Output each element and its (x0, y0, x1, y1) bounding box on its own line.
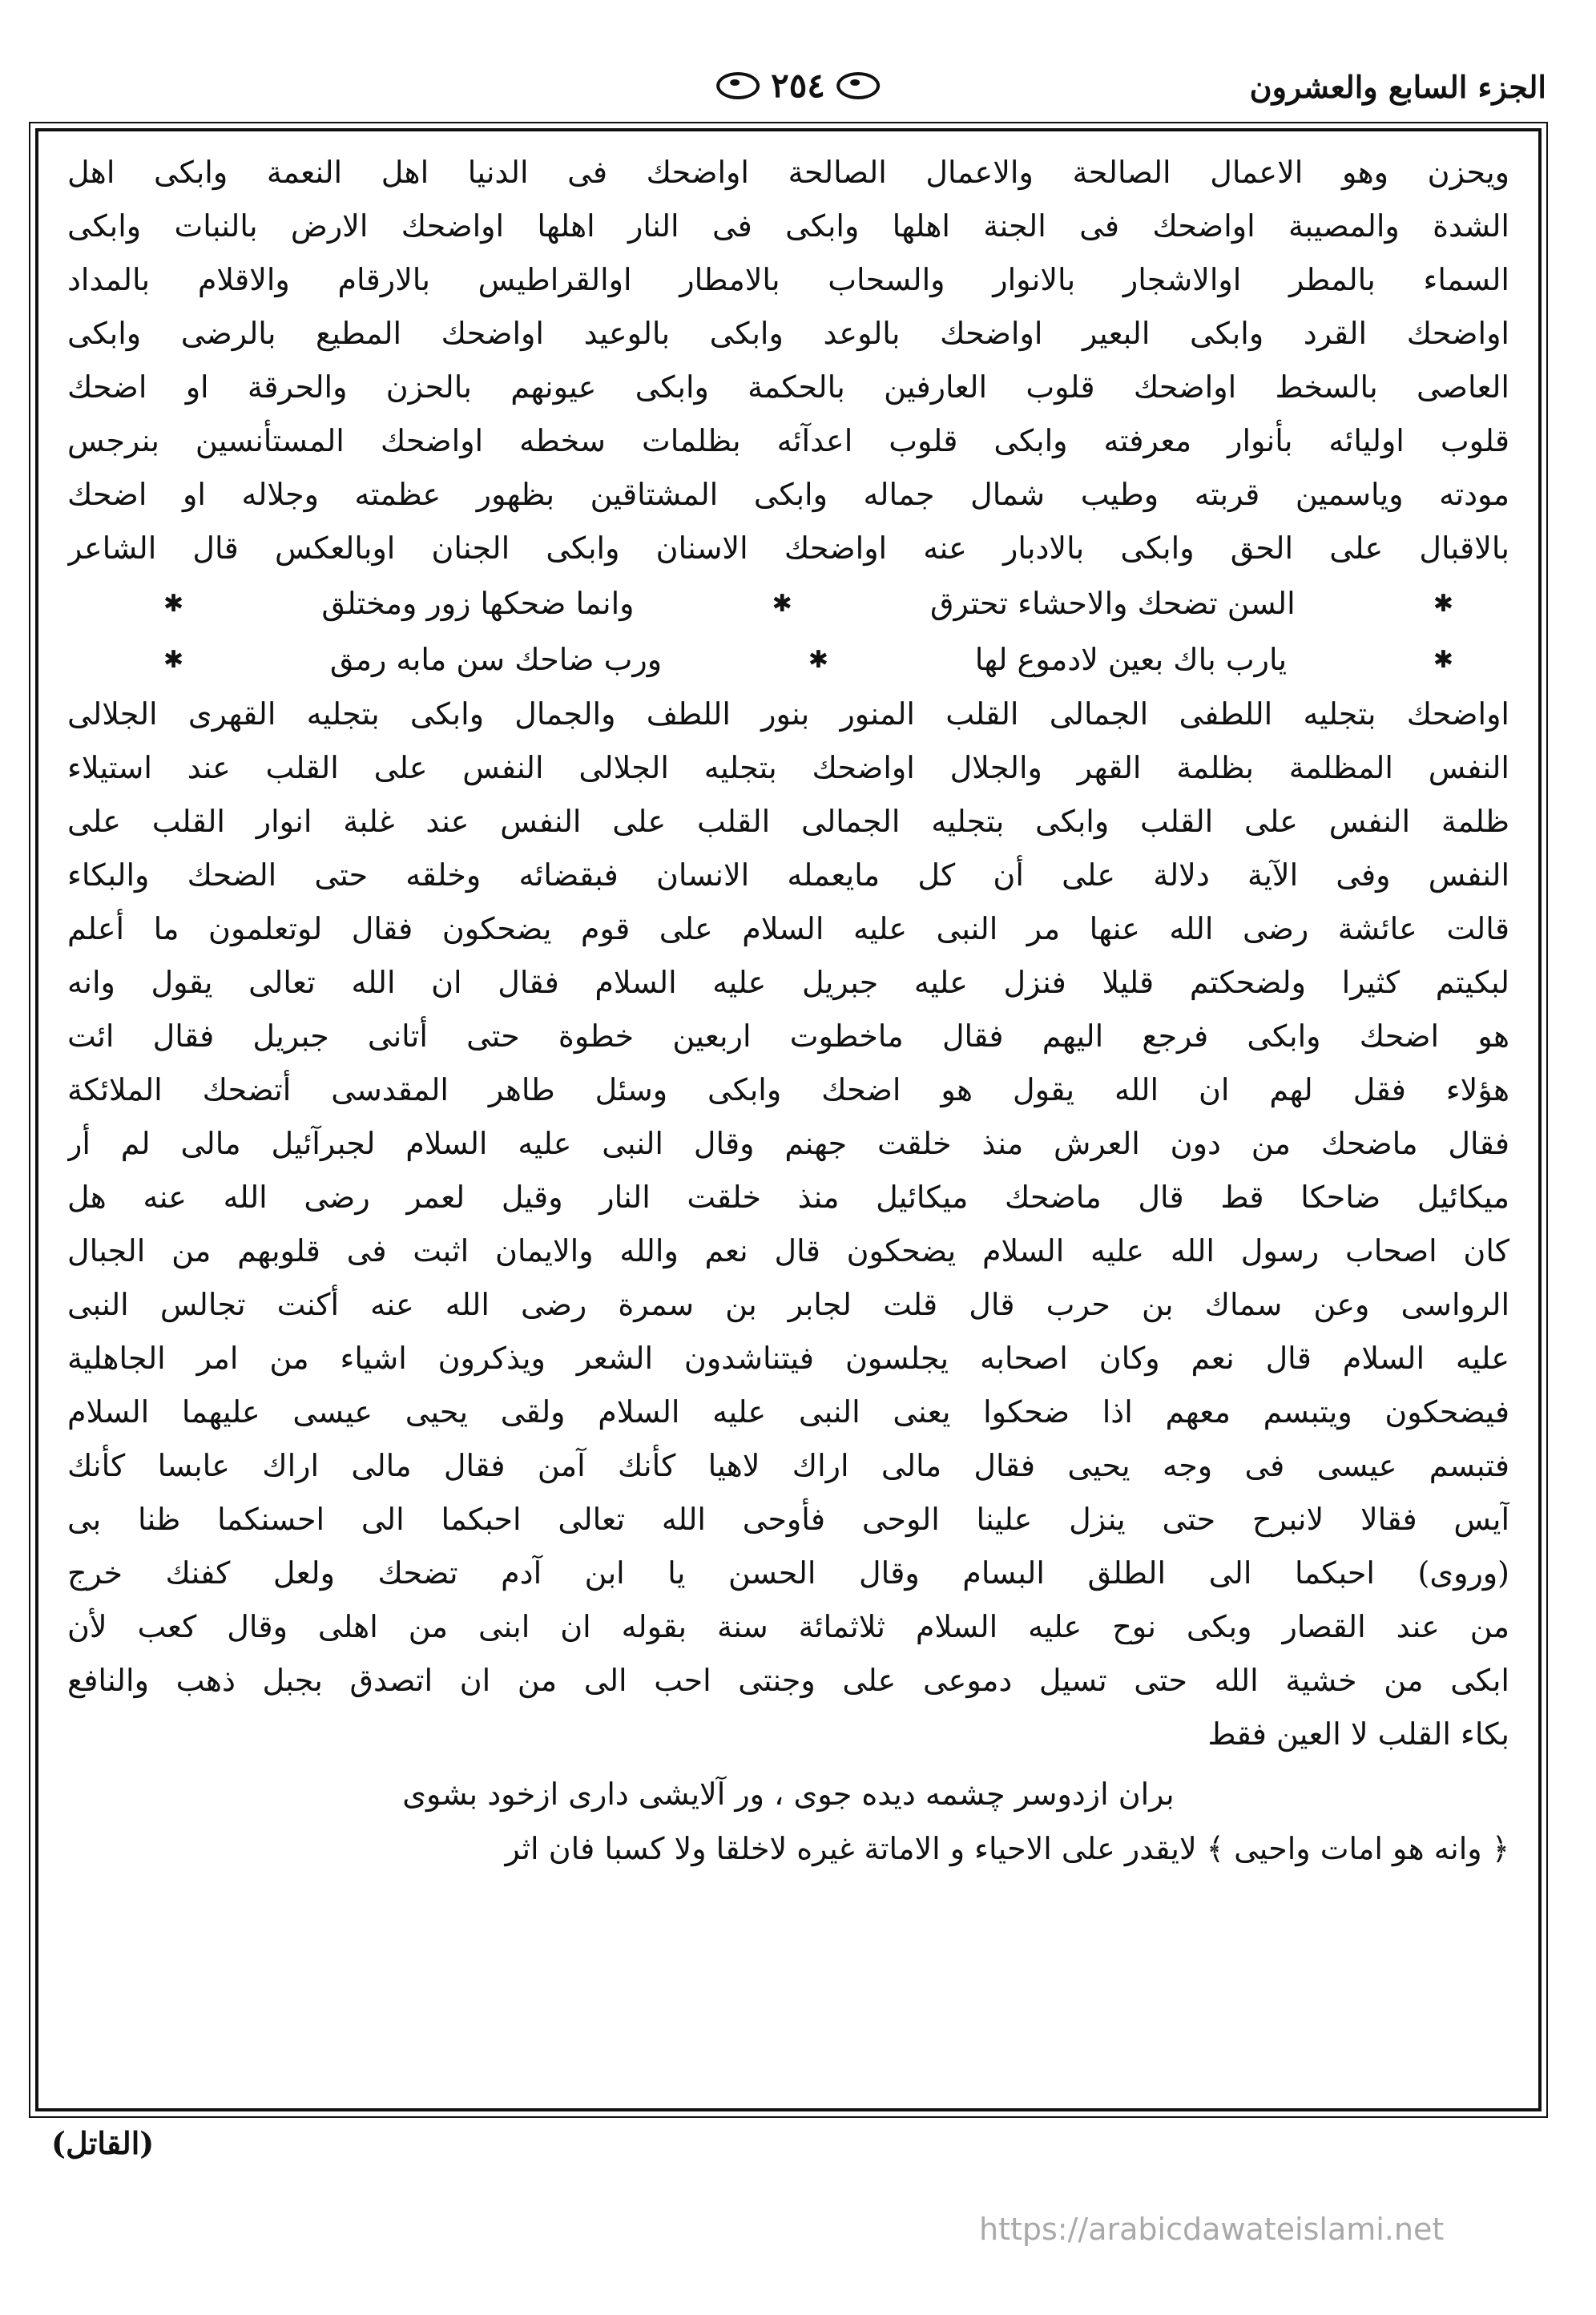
verse-hemistich: وانما ضحكها زور ومختلق (321, 586, 635, 621)
star-icon: ✱ (163, 645, 184, 674)
body-paragraph-2 (67, 688, 1509, 1761)
page-header (32, 63, 1564, 119)
star-icon: ✱ (808, 645, 829, 674)
text-line: السماء بالمطر اوالاشجار بالانوار والسحاب بالامطار اوالقراطيس بالارقام والاقلام بالمداد (67, 262, 1509, 297)
text-line: هؤلاء فقل لهم ان الله يقول هو اضحك وابكى وسئل طاهر المقدسى أتضحك الملائكة (67, 1072, 1509, 1107)
text-line: هو اضحك وابكى فرجع اليهم فقال ماخطوت اربعين خطوة حتى أتانى جبريل فقال ائت (67, 1018, 1509, 1054)
text-line: الشدة والمصيبة اواضحك فى الجنة اهلها وابكى فى النار اهلها اواضحك الارض بالنبات وابكى (67, 208, 1509, 244)
text-line: ظلمة النفس على القلب وابكى بتجليه الجمالى القلب على النفس عند غلبة انوار القلب على (67, 804, 1509, 839)
verse-line (67, 575, 1509, 631)
text-line: مودته وياسمين قربته وطيب شمال جماله وابكى المشتاقين بظهور عظمته وجلاله او اضحك (67, 477, 1509, 512)
text-line: لبكيتم كثيرا ولضحكتم قليلا فنزل عليه جبريل عليه السلام فقال ان الله تعالى يقول وانه (67, 965, 1509, 1000)
text-line: ويحزن وهو الاعمال الصالحة والاعمال الصالحة اواضحك فى الدنيا اهل النعمة وابكى اهل (67, 155, 1509, 190)
verse-line (67, 631, 1509, 688)
text-line: ميكائيل ضاحكا قط قال ماضحك ميكائيل منذ خلقت النار وقيل لعمر رضى الله عنه هل (67, 1180, 1509, 1215)
text-line: كان اصحاب رسول الله عليه السلام يضحكون قال نعم والله والايمان اثبت فى قلوبهم من الجبال (67, 1233, 1509, 1268)
ornament-right-icon (716, 72, 760, 99)
persian-verse: بران ازدوسر چشمه ديده جوى ، ور آلايشى دارى ازخود بشوى (402, 1777, 1175, 1812)
verse-hemistich: السن تضحك والاحشاء تحترق (929, 586, 1296, 621)
running-title: الجزء السابع والعشرون (1249, 69, 1546, 105)
text-line: قالت عائشة رضى الله عنها مر النبى عليه السلام على قوم يضحكون فقال لوتعلمون ما أعلم (67, 911, 1509, 946)
verse-hemistich: يارب باك بعين لادموع لها (974, 642, 1288, 677)
text-line: الرواسى وعن سماك بن حرب قال قلت لجابر بن سمرة رضى الله عنه أكنت تجالس النبى (67, 1287, 1509, 1322)
page-number-block (716, 66, 880, 105)
text-line: فقال ماضحك من دون العرش منذ خلقت جهنم وقال النبى عليه السلام لجبرآئيل مالى لم أر (67, 1126, 1509, 1161)
star-icon: ✱ (1433, 645, 1453, 674)
star-icon: ✱ (772, 589, 792, 618)
text-line: قلوب اوليائه بأنوار معرفته وابكى قلوب اعدآئه بظلمات سخطه اواضحك المستأنسين بنرجس (67, 423, 1509, 458)
text-line: اواضحك القرد وابكى البعير اواضحك بالوعد وابكى بالوعيد اواضحك المطيع بالرضى وابكى (67, 316, 1509, 351)
star-icon: ✱ (1433, 589, 1453, 618)
ornament-left-icon (836, 72, 880, 99)
text-line: النفس المظلمة بظلمة القهر والجلال اواضحك بتجليه الجلالى النفس على القلب عند استيلاء (67, 750, 1509, 785)
text-line: اواضحك بتجليه اللطفى الجمالى القلب المنور بنور اللطف والجمال وابكى بتجليه القهرى الجلالى (67, 696, 1509, 732)
text-line: عليه السلام قال نعم وكان اصحابه يجلسون فيتناشدون الشعر ويذكرون اشياء من امر الجاهلية (67, 1341, 1509, 1376)
text-line: العاصى بالسخط اواضحك قلوب العارفين بالحكمة وابكى عيونهم بالحزن والحرقة او اضحك (67, 369, 1509, 405)
body-paragraph-1 (67, 146, 1509, 575)
verse-hemistich: ورب ضاحك سن مابه رمق (329, 642, 663, 677)
text-line: آيس فقالا لانبرح حتى ينزل علينا الوحى فأوحى الله تعالى احبكما الى احسنكما ظنا بى (67, 1502, 1509, 1537)
star-icon: ✱ (163, 589, 184, 618)
text-frame (35, 128, 1542, 2111)
text-line: (وروى) احبكما الى الطلق البسام وقال الحسن يا ابن آدم تضحك ولعل كفنك خرج (67, 1555, 1509, 1591)
text-line: ﴿ وانه هو امات واحيى ﴾ لايقدر على الاحياء و الاماتة غيره لاخلقا ولا كسبا فان اثر (505, 1831, 1509, 1866)
text-line: بكاء القلب لا العين فقط (1207, 1716, 1509, 1752)
text-line: فيضحكون ويتبسم معهم اذا ضحكوا يعنى النبى عليه السلام ولقى يحيى عيسى عليهما السلام (67, 1394, 1509, 1430)
text-line: النفس وفى الآية دلالة على أن كل مايعمله الانسان فبقضائه وخلقه حتى الضحك والبكاء (67, 857, 1509, 893)
watermark-url: https://arabicdawateislami.net (979, 2212, 1445, 2247)
text-line: بالاقبال على الحق وابكى بالادبار عنه اواضحك الاسنان وابكى الجنان اوبالعكس قال الشاعر (67, 530, 1509, 566)
text-line: ابكى من خشية الله حتى تسيل دموعى على وجنتى احب الى من ان اتصدق بجبل ذهب والنافع (67, 1663, 1509, 1698)
catchword: (القاتل) (51, 2125, 155, 2161)
text-line: فتبسم عيسى فى وجه يحيى فقال مالى اراك لاهيا كأنك آمن فقال مالى اراك عابسا كأنك (67, 1448, 1509, 1483)
text-line: من عند القصار وبكى نوح عليه السلام ثلاثمائة سنة بقوله ان ابنى من اهلى وقال كعب لأن (67, 1609, 1509, 1644)
page-number: ٢٥٤ (771, 66, 825, 105)
